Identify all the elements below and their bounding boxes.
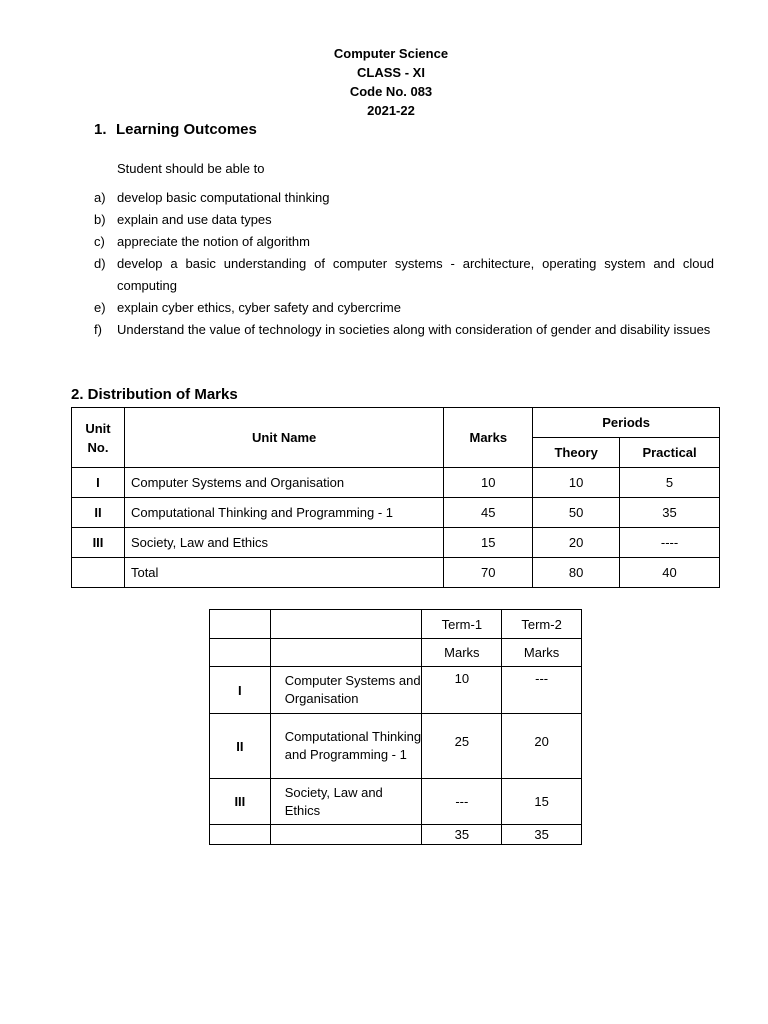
document-header	[0, 44, 768, 120]
list-item	[94, 297, 714, 319]
unit-practical: 35	[620, 498, 720, 528]
learning-outcomes-heading	[94, 121, 257, 138]
outcomes-intro: Student should be able to	[117, 161, 265, 176]
unit-marks: 45	[444, 498, 533, 528]
outcomes-list	[94, 187, 714, 341]
empty-cell	[270, 610, 422, 639]
header-marks: Marks	[444, 408, 533, 468]
list-item-label: d)	[94, 256, 106, 271]
unit-practical: ----	[620, 528, 720, 558]
list-item	[94, 231, 714, 253]
list-item-text: develop basic computational thinking	[117, 190, 330, 205]
table-row	[72, 498, 720, 528]
list-item-text: appreciate the notion of algorithm	[117, 234, 310, 249]
list-item	[94, 187, 714, 209]
list-item-label: a)	[94, 190, 106, 205]
list-item-label: f)	[94, 322, 102, 337]
marks-distribution-table	[71, 407, 720, 588]
unit-theory: 10	[533, 468, 620, 498]
term2-total: 35	[502, 825, 582, 845]
list-item-text: Understand the value of technology in societies along with consideration of gender and disability issues	[117, 322, 711, 337]
unit-name: Society, Law and Ethics	[270, 779, 422, 825]
empty-cell	[270, 825, 422, 845]
list-item-text: develop a basic understanding of computer systems - architecture, operating system and cloud computing	[117, 256, 714, 293]
unit-name: Society, Law and Ethics	[124, 528, 443, 558]
total-practical: 40	[620, 558, 720, 588]
distribution-heading: 2. Distribution of Marks	[71, 386, 238, 403]
table-row-total	[72, 558, 720, 588]
term2-value: 20	[502, 714, 582, 779]
table-row	[210, 779, 582, 825]
list-item	[94, 209, 714, 231]
term2-value: 15	[502, 779, 582, 825]
empty-cell	[210, 610, 271, 639]
list-item-label: e)	[94, 300, 106, 315]
unit-marks: 10	[444, 468, 533, 498]
unit-theory: 20	[533, 528, 620, 558]
unit-number: II	[210, 714, 271, 779]
term1-marks-header: Marks	[422, 639, 502, 667]
unit-number: I	[72, 468, 125, 498]
unit-practical: 5	[620, 468, 720, 498]
unit-name: Computational Thinking and Programming - 1	[124, 498, 443, 528]
list-item	[94, 253, 714, 297]
unit-number: I	[210, 667, 271, 714]
term2-value: ---	[502, 667, 582, 714]
header-theory: Theory	[533, 438, 620, 468]
section-number: 1.	[94, 121, 107, 138]
unit-number: III	[210, 779, 271, 825]
empty-cell	[210, 639, 271, 667]
term-marks-table	[209, 609, 582, 845]
class-label: CLASS - XI	[357, 65, 425, 80]
section-title: Learning Outcomes	[116, 121, 257, 138]
list-item-text: explain cyber ethics, cyber safety and cybercrime	[117, 300, 401, 315]
header-unit-name: Unit Name	[124, 408, 443, 468]
academic-year: 2021-22	[367, 103, 415, 118]
term1-total: 35	[422, 825, 502, 845]
term1-value: ---	[422, 779, 502, 825]
list-item-label: b)	[94, 212, 106, 227]
list-item-text: explain and use data types	[117, 212, 272, 227]
list-item-label: c)	[94, 234, 105, 249]
total-label: Total	[124, 558, 443, 588]
header-unit-no: Unit No.	[72, 408, 125, 468]
empty-cell	[270, 639, 422, 667]
table-row-total	[210, 825, 582, 845]
unit-number	[72, 558, 125, 588]
unit-name: Computer Systems and Organisation	[124, 468, 443, 498]
empty-cell	[210, 825, 271, 845]
table-row	[72, 528, 720, 558]
total-theory: 80	[533, 558, 620, 588]
table-row	[210, 714, 582, 779]
term2-marks-header: Marks	[502, 639, 582, 667]
term1-value: 10	[422, 667, 502, 714]
table-row	[210, 667, 582, 714]
code-number: Code No. 083	[349, 84, 433, 99]
term2-header: Term-2	[502, 610, 582, 639]
unit-number: II	[72, 498, 125, 528]
unit-name: Computational Thinking and Programming - 1	[270, 714, 422, 779]
unit-marks: 15	[444, 528, 533, 558]
total-marks: 70	[444, 558, 533, 588]
unit-number: III	[72, 528, 125, 558]
header-periods: Periods	[533, 408, 720, 438]
subject-title: Computer Science	[333, 46, 449, 61]
unit-theory: 50	[533, 498, 620, 528]
table-row	[72, 468, 720, 498]
header-practical: Practical	[620, 438, 720, 468]
list-item	[94, 319, 714, 341]
term1-header: Term-1	[422, 610, 502, 639]
unit-name: Computer Systems and Organisation	[270, 667, 422, 714]
term1-value: 25	[422, 714, 502, 779]
